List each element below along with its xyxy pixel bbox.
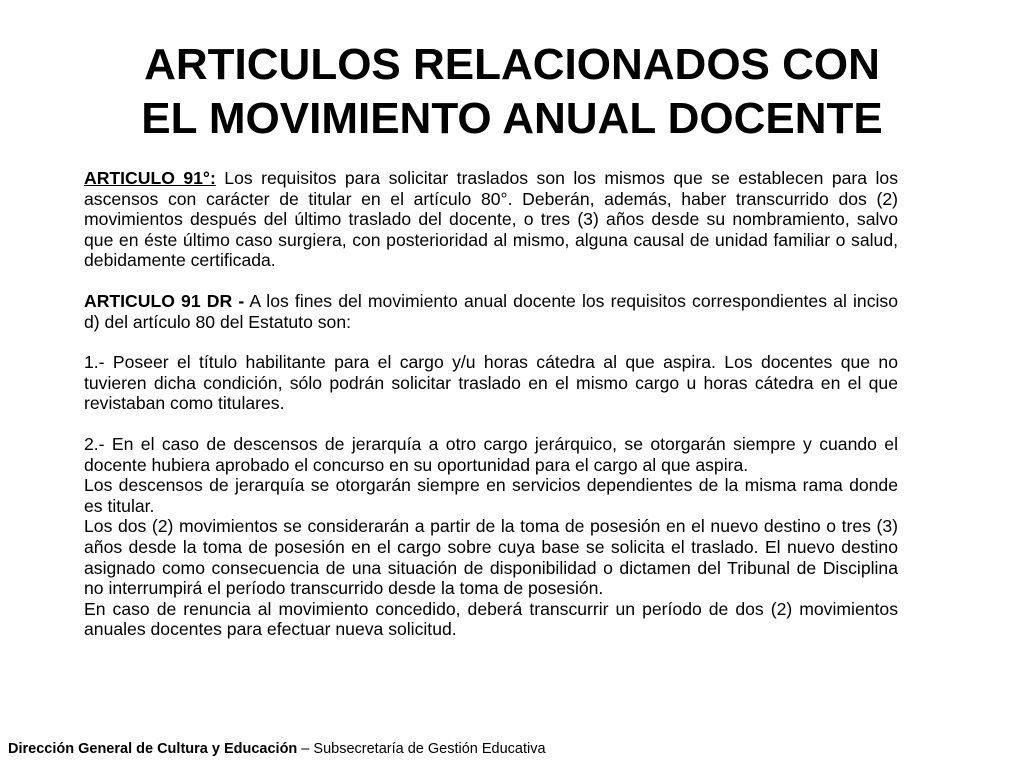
item-1-text: 1.- Poseer el título habilitante para el cargo y/u horas cátedra al que aspira. Los docentes que no tuvieren dicha condición, sólo podrán solicitar traslado en el mismo cargo u horas cátedra en el que revistaban como titulares. bbox=[84, 352, 898, 414]
page-title bbox=[40, 38, 984, 146]
footer-subsecretaria: – Subsecretaría de Gestión Educativa bbox=[297, 741, 546, 757]
title-line-1: ARTICULOS RELACIONADOS CON bbox=[144, 40, 880, 89]
item-2-line: Los dos (2) movimientos se considerarán a partir de la toma de posesión en el nuevo destino o tres (3) años desde la toma de posesión en el cargo sobre cuya base se solicita el traslado. El nuevo destino asignado como consecuencia de una situación de disponibilidad o dictamen del Tribunal de Disciplina no interrumpirá el período transcurrido desde la toma de posesión. bbox=[84, 516, 898, 599]
paragraph-articulo-91 bbox=[84, 168, 898, 271]
articulo-91-dr-text: A los fines del movimiento anual docente los requisitos correspondientes al inciso d) del artículo 80 del Estatuto son: bbox=[84, 290, 898, 332]
footer-organization: Dirección General de Cultura y Educación bbox=[8, 741, 298, 757]
articulo-91-dr-heading: ARTICULO 91 DR - bbox=[84, 290, 245, 311]
title-line-2: EL MOVIMIENTO ANUAL DOCENTE bbox=[141, 94, 883, 143]
footer bbox=[8, 740, 546, 758]
item-2-line: 2.- En el caso de descensos de jerarquía a otro cargo jerárquico, se otorgarán siempre y cuando el docente hubiera aprobado el concurso en su oportunidad para el cargo al que aspira. bbox=[84, 433, 898, 475]
articulo-91-heading: ARTICULO 91°: bbox=[84, 168, 216, 188]
document-body bbox=[84, 168, 898, 660]
item-2-line: Los descensos de jerarquía se otorgarán siempre en servicios dependientes de la misma rama donde es titular. bbox=[84, 475, 898, 516]
paragraph-item-2 bbox=[84, 434, 898, 640]
paragraph-item-1 bbox=[84, 352, 898, 414]
paragraph-articulo-91-dr bbox=[84, 291, 898, 332]
item-2-line: En caso de renuncia al movimiento concedido, deberá transcurrir un período de dos (2) movimientos anuales docentes para efectuar nueva solicitud. bbox=[84, 598, 898, 640]
articulo-91-text: Los requisitos para solicitar traslados son los mismos que se establecen para los ascensos con carácter de titular en el artículo 80°. Deberán, además, haber transcurrido dos (2) movimientos después del último traslado del docente, o tres (3) años desde su nombramiento, salvo que en éste último caso surgiera, con posterioridad al mismo, alguna causal de unidad familiar o salud, debidamente certificada. bbox=[84, 168, 898, 271]
